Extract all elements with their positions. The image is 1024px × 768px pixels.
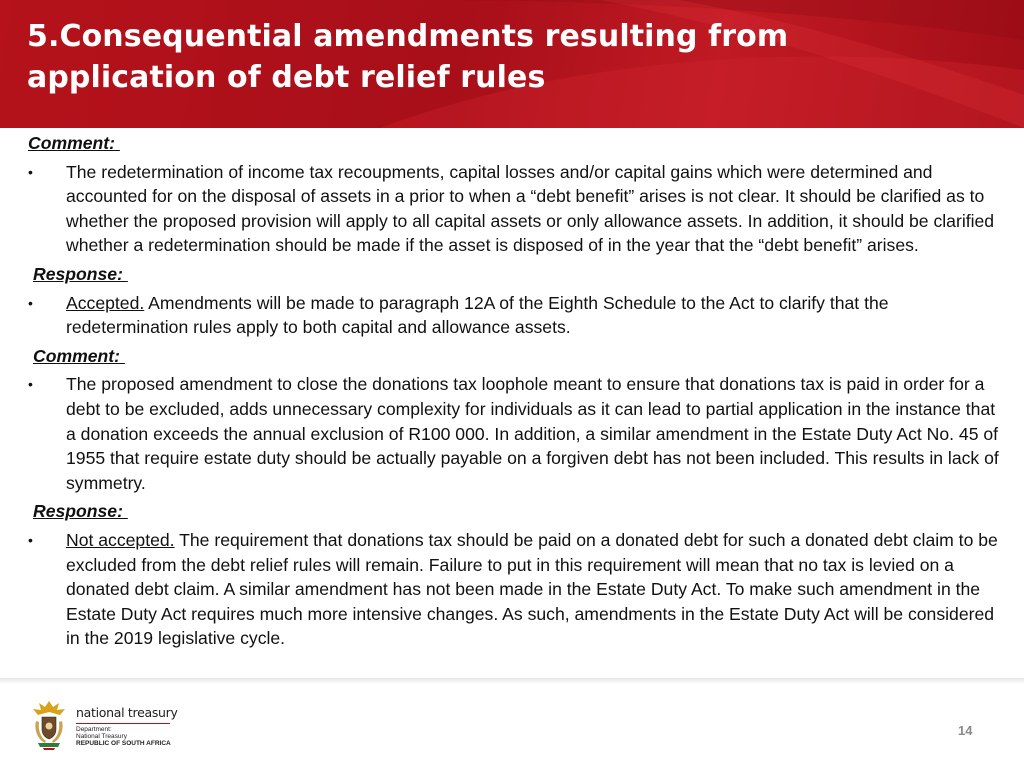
section-heading-comment: Comment: [28,133,120,153]
section-heading-comment: Comment: [33,345,125,366]
national-treasury-logo [28,697,178,753]
bullet-dot-icon: • [28,163,33,180]
bullet-verdict: Accepted. [66,292,145,313]
bullet-text: The requirement that donations tax should be paid on a donated debt for such a donated debt claim to be excluded from the debt relief rules will remain. Failure to put in this requirement will mean that no tax is levied on a donated debt claim. A similar amendment has not been made in the Estate Duty Act. To make such amendment in the Estate Duty Act requires much more intensive changes. As such, amendments in the Estate Duty Act will be considered in the 2019 legislative cycle. [66,529,998,649]
slide-title-line1: 5.Consequential amendments resulting from [27,19,789,54]
slide-body [0,131,1024,655]
slide-title-line2: application of debt relief rules [27,60,546,95]
slide-title [27,16,987,98]
country-name: REPUBLIC OF SOUTH AFRICA [76,740,171,747]
bullet-item [0,528,1024,651]
page-number: 14 [958,723,973,738]
bullet-item [0,372,1024,495]
brand-name: national treasury [76,705,178,720]
dept-name: National Treasury [76,733,127,740]
bullet-text: The proposed amendment to close the donations tax loophole meant to ensure that donations tax is paid in order for a debt to be excluded, adds unnecessary complexity for individuals as it can lead to partial application in the instance that a donation exceeds the annual exclusion of R100 000. In addition, a similar amendment in the Estate Duty Act No. 45 of 1955 that require estate duty should be actually payable on a forgiven debt has not been included. This results in lack of symmetry. [66,374,999,493]
section-heading-response: Response: [33,501,128,522]
bullet-item [0,291,1024,340]
bullet-dot-icon: • [28,294,33,311]
section-heading-response: Response: [33,263,128,284]
bullet-verdict: Not accepted. [66,529,175,550]
dept-label: Department: [76,726,112,733]
bullet-dot-icon: • [28,531,33,548]
footer-divider [0,678,1024,684]
coat-of-arms-icon [28,697,70,751]
bullet-dot-icon: • [28,376,33,393]
bullet-text: The redetermination of income tax recoupments, capital losses and/or capital gains which were determined and accounted for on the disposal of assets in a prior to when a “debt benefit” arises is not clear. It should be clarified as to whether the proposed provision will apply to all capital assets or only allowance assets. In addition, it should be clarified whether a redetermination should be made if the asset is disposed of in the year that the “debt benefit” arises. [66,161,995,256]
bullet-text: Amendments will be made to paragraph 12A of the Eighth Schedule to the Act to clarify that the redetermination rules apply to both capital and allowance assets. [66,292,889,338]
brand-underline [76,723,170,724]
bullet-item [0,160,1024,258]
title-banner [0,0,1024,128]
